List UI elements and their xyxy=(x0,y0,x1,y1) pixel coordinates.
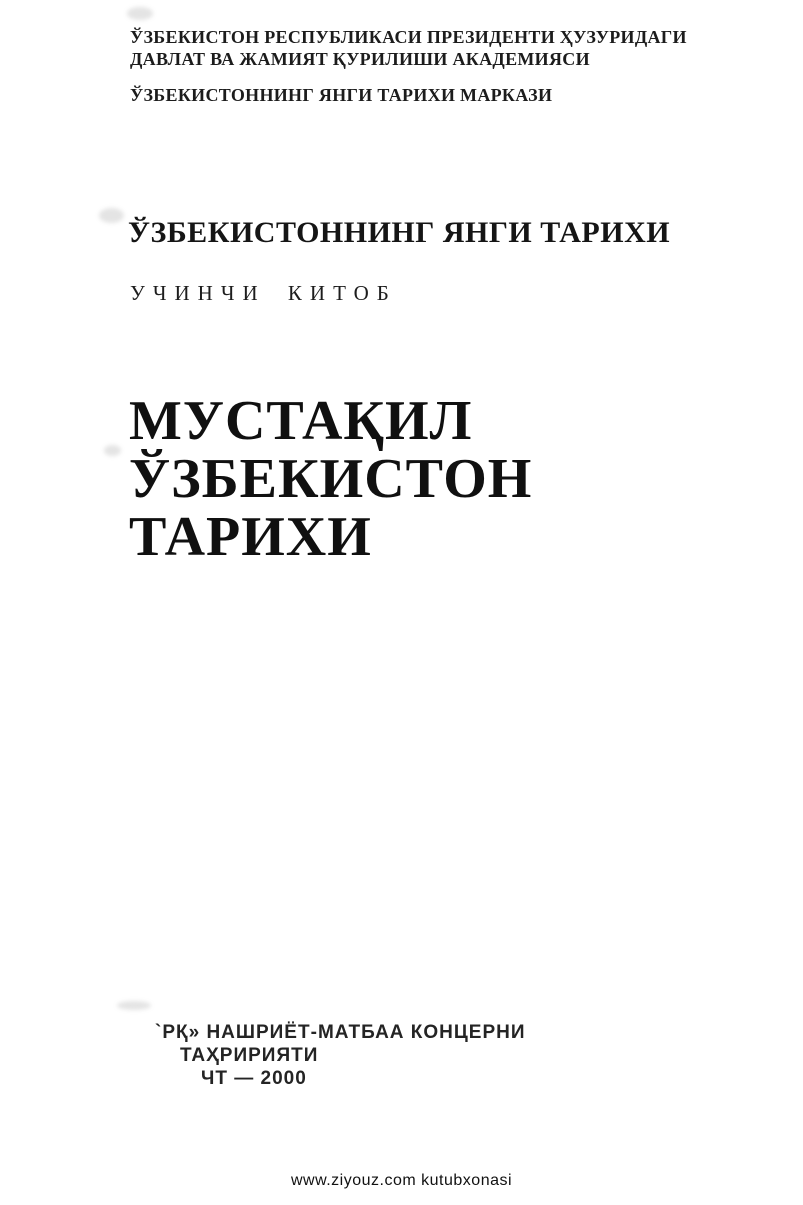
history-center-name: ЎЗБЕКИСТОННИНГ ЯНГИ ТАРИХИ МАРКАЗИ xyxy=(130,85,553,105)
publisher-editorial: ТАҲРИРИЯТИ xyxy=(180,1045,319,1066)
scan-artifact xyxy=(127,7,153,20)
main-title-line-2: ЎЗБЕКИСТОН xyxy=(129,448,533,510)
scan-artifact xyxy=(99,208,124,223)
scan-artifact xyxy=(104,445,121,456)
publisher-name: `РҚ» НАШРИЁТ-МАТБАА КОНЦЕРНИ xyxy=(155,1022,526,1043)
watermark-footer: www.ziyouz.com kutubxonasi xyxy=(290,1172,513,1189)
institution-header xyxy=(130,26,687,106)
academy-name-line-1: ЎЗБЕКИСТОН РЕСПУБЛИКАСИ ПРЕЗИДЕНТИ ҲУЗУРИДАГИ xyxy=(130,27,687,47)
main-title-line-3: ТАРИХИ xyxy=(129,506,372,568)
publisher-imprint xyxy=(155,1021,526,1090)
main-title-line-1: МУСТАҚИЛ xyxy=(129,390,473,452)
series-volume-label: УЧИНЧИ КИТОБ xyxy=(130,281,397,305)
series-title: ЎЗБЕКИСТОННИНГ ЯНГИ ТАРИХИ xyxy=(128,216,671,249)
publication-place-year: ЧТ — 2000 xyxy=(201,1068,307,1089)
scan-artifact xyxy=(117,1001,151,1010)
main-book-title xyxy=(129,392,532,566)
academy-name-line-2: ДАВЛАТ ВА ЖАМИЯТ ҚУРИЛИШИ АКАДЕМИЯСИ xyxy=(130,49,590,69)
